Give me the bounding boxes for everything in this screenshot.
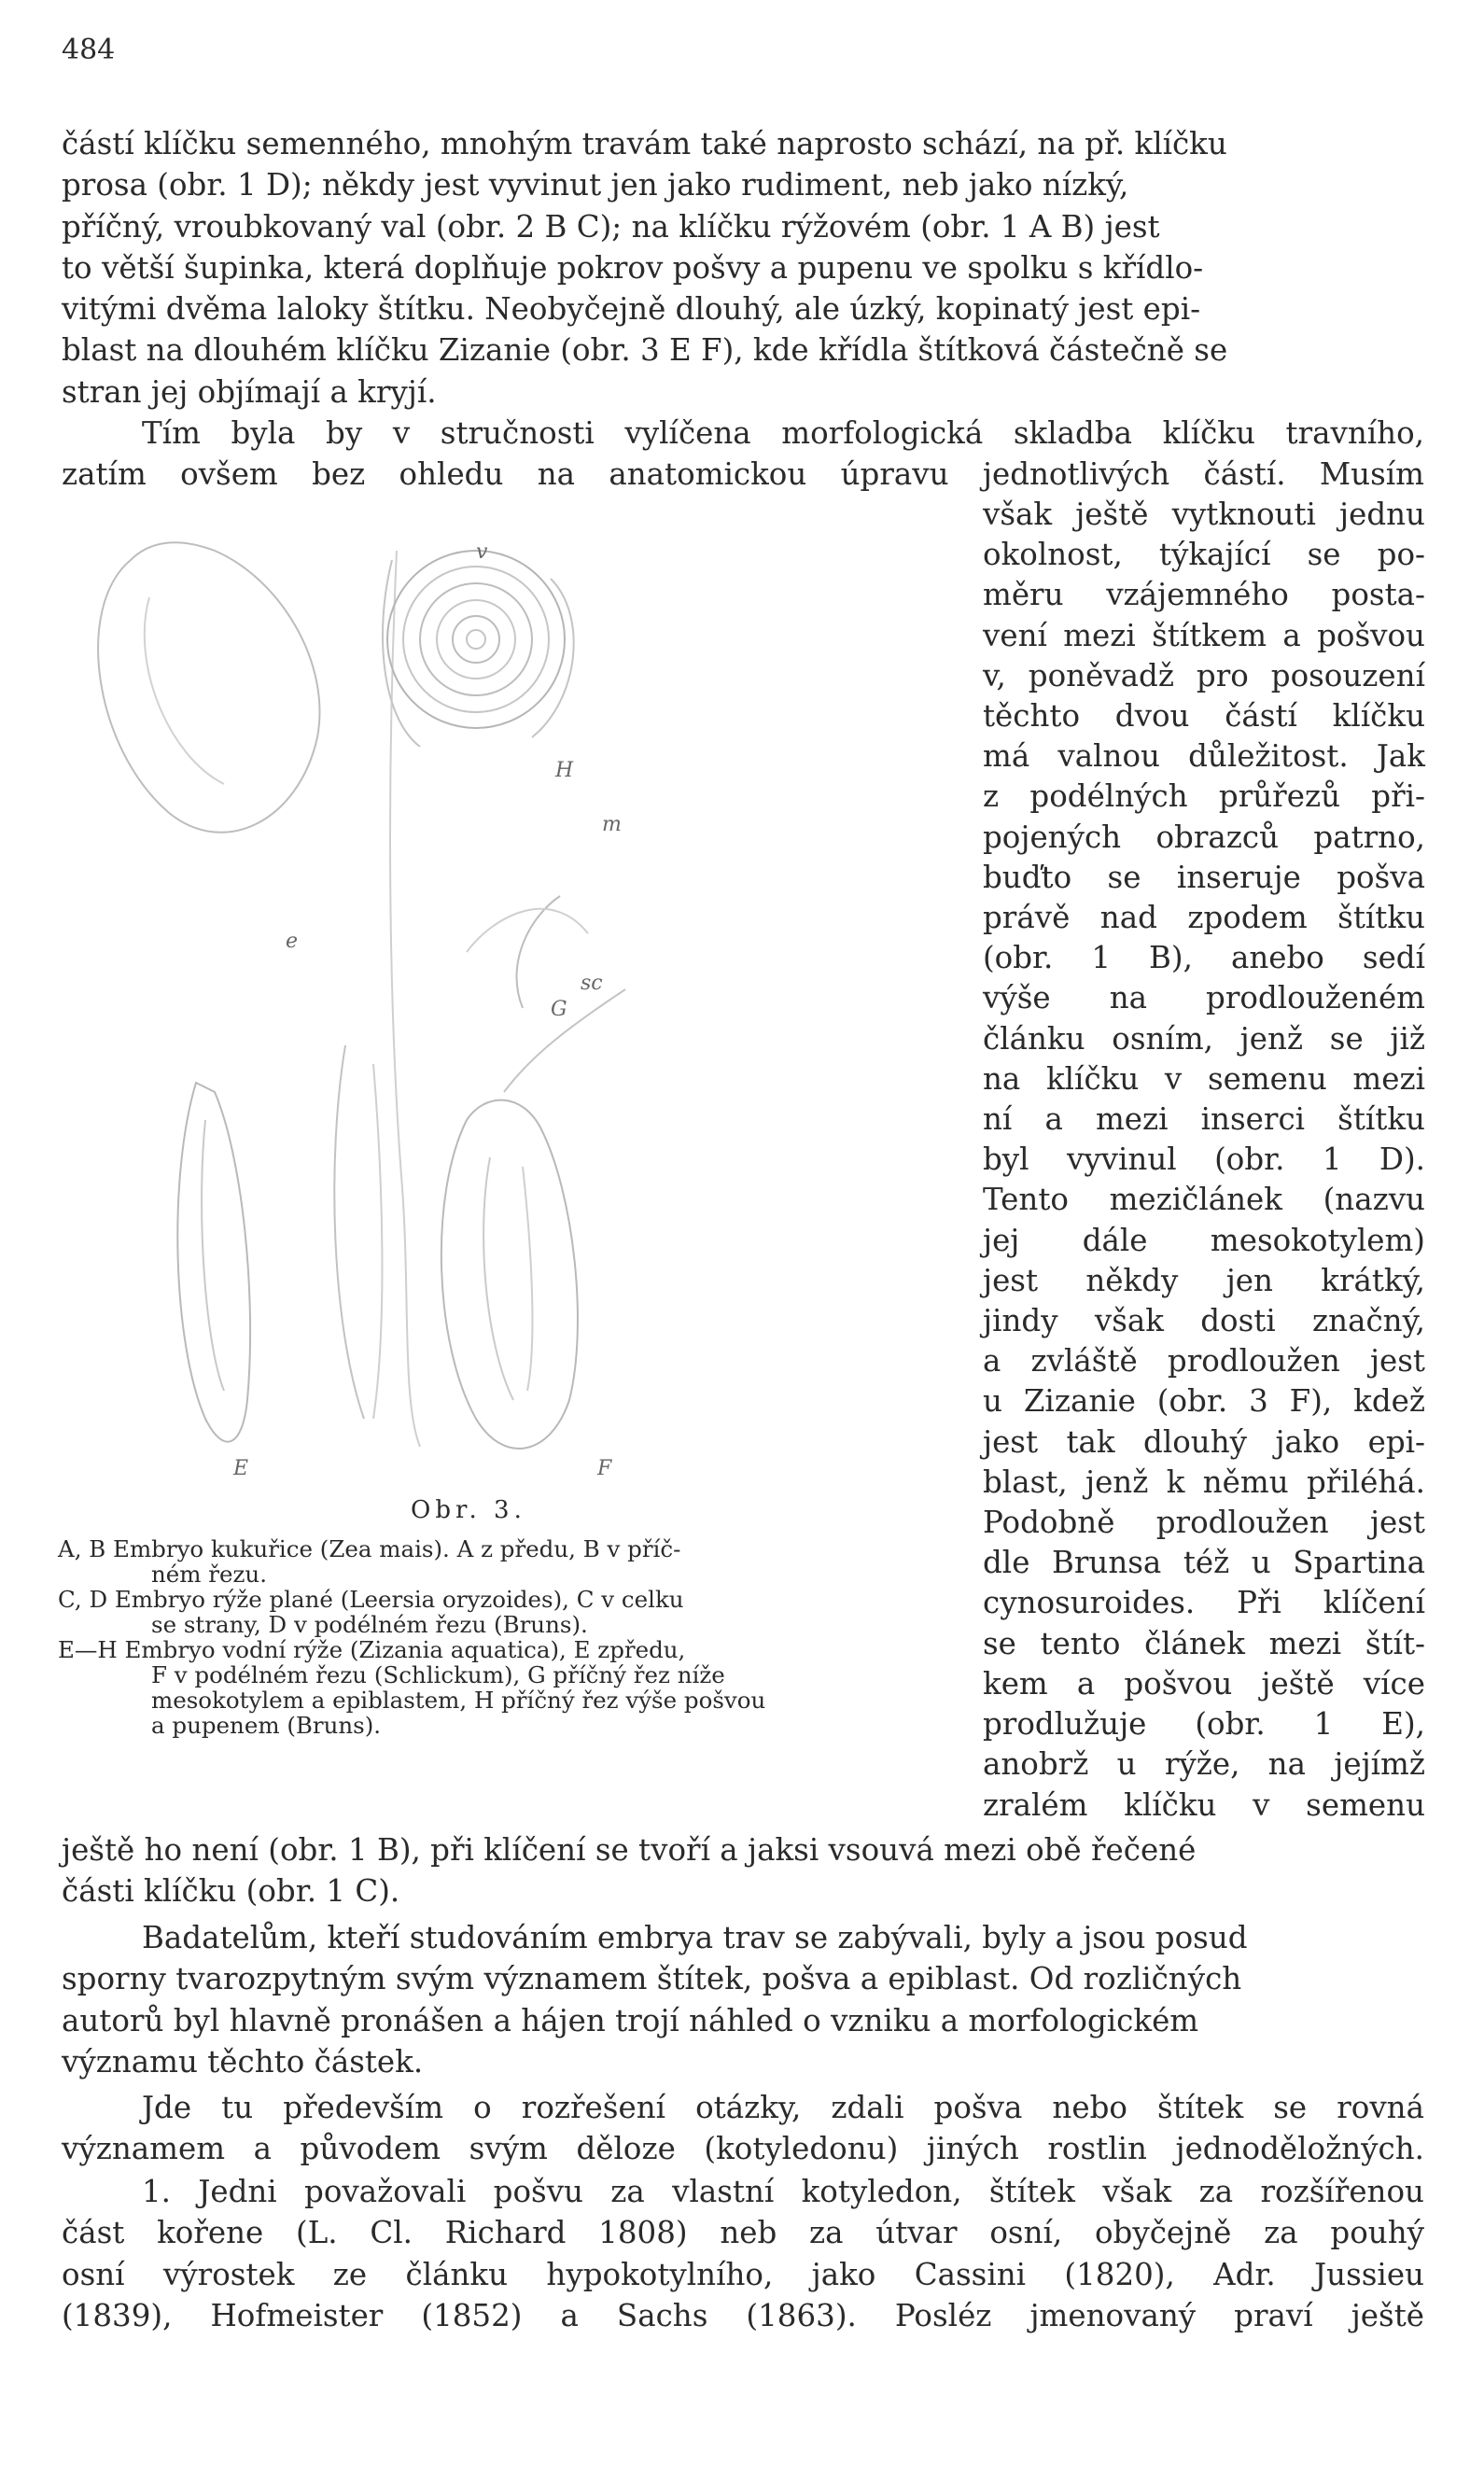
figure-shape	[437, 600, 515, 679]
text-line: jest tak dlouhý jako epi-	[983, 1423, 1425, 1460]
text-line: z podélných průřezů při-	[983, 778, 1425, 815]
text-line: to větší šupinka, která doplňuje pokrov pošvy a pupenu ve spolku s křídlo-	[62, 249, 1204, 286]
text-line: vitými dvěma laloky štítku. Neobyčejně dlouhý, ale úzký, kopinatý jest epi-	[62, 291, 1201, 328]
text-line: Tím byla by v stručnosti vylíčena morfologická skladba klíčku travního,	[142, 415, 1424, 451]
text-line: částí klíčku semenného, mnohým travám také naprosto schází, na př. klíčku	[62, 126, 1227, 161]
caption-line: a pupenem (Bruns).	[151, 1712, 382, 1739]
figure-shape	[517, 896, 560, 1008]
paragraph-morphology	[62, 413, 1424, 496]
text-line: části klíčku (obr. 1 C).	[62, 1873, 400, 1910]
figure-label: e	[286, 930, 299, 953]
figure-shape	[202, 1120, 224, 1391]
figure-label: m	[602, 813, 622, 836]
figure-shape	[145, 597, 224, 784]
figure-shape	[467, 630, 485, 649]
text-line: osní výrostek ze článku hypokotylního, jako Cassini (1820), Adr. Jussieu	[62, 2256, 1424, 2292]
text-line: autorů byl hlavně pronášen a hájen trojí náhled o vzniku a morfologickém	[62, 2002, 1199, 2038]
right-column-text	[983, 495, 1425, 1826]
text-line: okolnost, týkající se po-	[983, 537, 1425, 573]
figure-shape	[467, 909, 588, 952]
figure-shape	[390, 551, 420, 1447]
figure-title: Obr. 3.	[411, 1496, 526, 1524]
text-line: článku osním, jenž se již	[983, 1020, 1425, 1057]
figure-label: E	[233, 1457, 249, 1480]
text-line: sporny tvarozpytným svým významem štítek, pošva a epiblast. Od rozličných	[62, 1961, 1242, 1997]
caption-line: se strany, D v podélném řezu (Bruns).	[151, 1611, 588, 1638]
figure-shape	[453, 616, 499, 663]
text-line: byl vyvinul (obr. 1 D).	[983, 1141, 1425, 1178]
text-line: prosa (obr. 1 D); někdy jest vyvinut jen jako rudiment, neb jako nízký,	[62, 167, 1129, 203]
text-line: jest někdy jen krátký,	[983, 1262, 1425, 1298]
figure-label: H	[555, 759, 574, 782]
text-line: jej dále mesokotylem)	[983, 1222, 1425, 1258]
text-line: výše na prodlouženém	[983, 980, 1425, 1016]
figure-shape	[373, 1064, 382, 1419]
text-line: měru vzájemného posta-	[983, 577, 1425, 613]
text-line: zralém klíčku v semenu	[983, 1786, 1425, 1823]
embryo-figure	[65, 523, 961, 1484]
caption-line: E—H Embryo vodní rýže (Zizania aquatica), E zpředu,	[58, 1636, 686, 1663]
text-line: příčný, vroubkovaný val (obr. 2 B C); na klíčku rýžovém (obr. 1 A B) jest	[62, 208, 1160, 245]
text-line: zatím ovšem bez ohledu na anatomickou úpravu jednotlivých částí. Musím	[62, 456, 1424, 493]
caption-line: ném řezu.	[151, 1561, 267, 1588]
text-line: část kořene (L. Cl. Richard 1808) neb za útvar osní, obyčejně za pouhý	[62, 2215, 1424, 2251]
figure-shape	[387, 551, 565, 728]
text-line: vení mezi štítkem a pošvou	[983, 617, 1425, 653]
text-line: jindy však dosti značný,	[983, 1303, 1425, 1339]
text-line: cynosuroides. Při klíčení	[983, 1585, 1425, 1621]
text-line: Jde tu především o rozřešení otázky, zdali pošva nebo štítek se rovná	[142, 2090, 1424, 2125]
caption-line: F v podélném řezu (Schlickum), G příčný řez níže	[151, 1661, 725, 1688]
text-line: těchto dvou částí klíčku	[983, 698, 1425, 735]
continuation-paragraph	[62, 1829, 1424, 1912]
text-line: blast na dlouhém klíčku Zizanie (obr. 3 E F), kde křídla štítková částečně se	[62, 332, 1228, 369]
text-line: kem a pošvou ještě více	[983, 1665, 1425, 1702]
figure-shape	[483, 1157, 513, 1400]
paragraph-first-view	[62, 2171, 1424, 2336]
text-line: u Zizanie (obr. 3 F), kdež	[983, 1383, 1425, 1420]
text-line: dle Brunsa též u Spartina	[983, 1545, 1425, 1581]
figure-label: v	[476, 540, 488, 564]
figure-shape	[403, 567, 549, 712]
text-line: 1. Jedni považovali pošvu za vlastní kotyledon, štítek však za rozšířenou	[142, 2174, 1424, 2209]
text-line: ještě ho není (obr. 1 B), při klíčení se tvoří a jaksi vsouvá mezi obě řečené	[62, 1832, 1197, 1868]
caption-line: mesokotylem a epiblastem, H příčný řez výše pošvou	[151, 1687, 766, 1714]
figure-caption	[58, 1536, 954, 1738]
text-line: významu těchto částek.	[62, 2043, 424, 2080]
figure-shape	[98, 542, 319, 833]
text-line: (obr. 1 B), anebo sedí	[983, 940, 1425, 976]
text-line: se tento článek mezi štít-	[983, 1625, 1425, 1661]
figure-shape	[523, 1167, 532, 1391]
figure-shape	[177, 1083, 250, 1442]
paragraph-researchers	[62, 1917, 1424, 2082]
text-line: Podobně prodloužen jest	[983, 1505, 1425, 1541]
figure-label: sc	[581, 972, 603, 995]
text-line: na klíčku v semenu mezi	[983, 1060, 1425, 1097]
text-line: ní a mezi inserci štítku	[983, 1101, 1425, 1138]
text-line: významem a původem svým děloze (kotyledonu) jiných rostlin jednoděložných.	[62, 2131, 1424, 2167]
text-line: blast, jenž k němu přiléhá.	[983, 1464, 1425, 1500]
text-line: prodlužuje (obr. 1 E),	[983, 1706, 1425, 1743]
intro-paragraph	[62, 123, 1424, 413]
figure-label: F	[597, 1457, 612, 1480]
text-line: Tento mezičlánek (nazvu	[983, 1182, 1425, 1218]
text-line: pojených obrazců patrno,	[983, 819, 1425, 855]
text-line: má valnou důležitost. Jak	[983, 738, 1425, 775]
text-line: (1839), Hofmeister (1852) a Sachs (1863). Posléz jmenovaný praví ještě	[62, 2297, 1424, 2333]
figure-shape	[334, 1045, 364, 1419]
text-line: a zvláště prodloužen jest	[983, 1343, 1425, 1380]
text-line: Badatelům, kteří studováním embrya trav se zabývali, byly a jsou posud	[142, 1920, 1248, 1955]
caption-line: A, B Embryo kukuřice (Zea mais). A z předu, B v příč-	[58, 1535, 681, 1562]
text-line: buďto se inseruje pošva	[983, 859, 1425, 895]
text-line: anobrž u rýže, na jejímž	[983, 1746, 1425, 1783]
page-number: 484	[62, 34, 116, 66]
caption-line: C, D Embryo rýže plané (Leersia oryzoides), C v celku	[58, 1586, 684, 1613]
text-line: však ještě vytknouti jednu	[983, 497, 1425, 532]
figure-shape	[441, 1100, 578, 1449]
paragraph-question	[62, 2087, 1424, 2170]
text-line: právě nad zpodem štítku	[983, 900, 1425, 936]
figure-label: G	[551, 998, 567, 1021]
text-line: v, poněvadž pro posouzení	[983, 657, 1425, 693]
text-line: stran jej objímají a kryjí.	[62, 373, 437, 410]
